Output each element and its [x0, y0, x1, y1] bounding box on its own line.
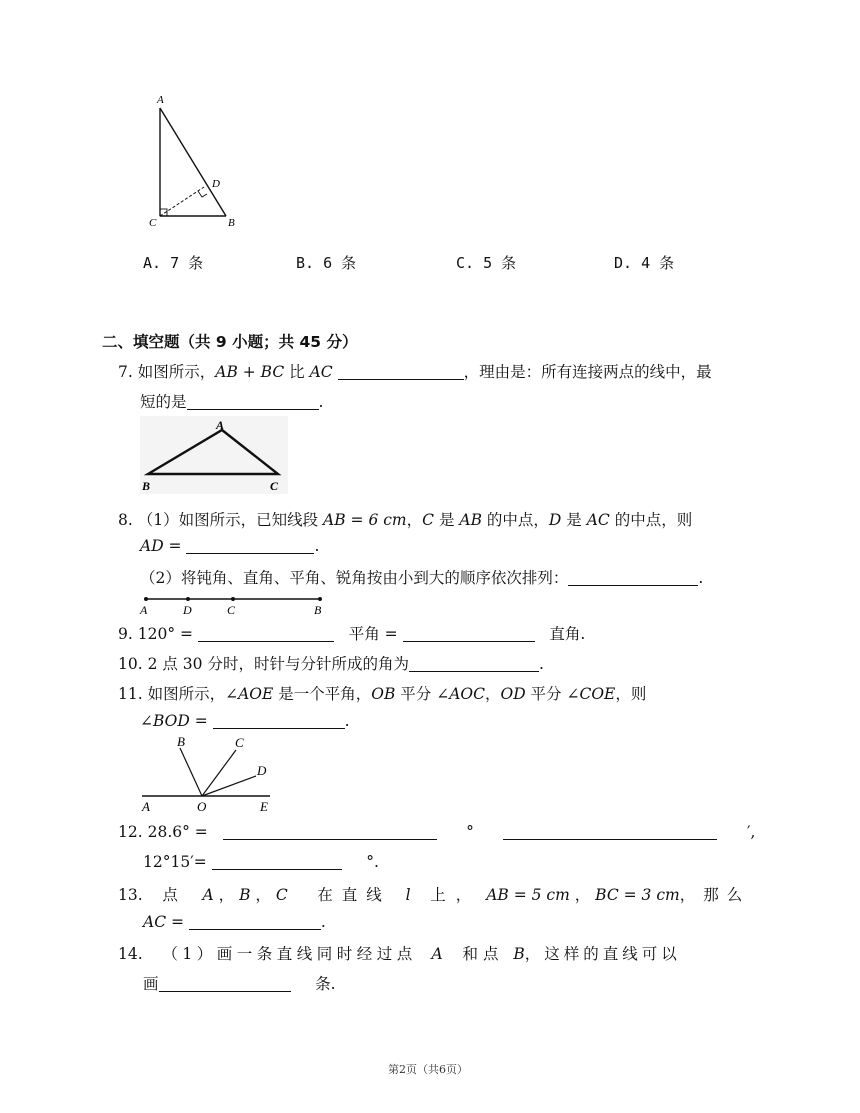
- q11-t6: ，则: [615, 685, 647, 703]
- q7-num: 7.: [118, 363, 133, 381]
- label-b: B: [228, 217, 235, 229]
- q12-blank1[interactable]: [223, 823, 437, 840]
- q11-label-e: E: [260, 799, 268, 814]
- q8-line3: [140, 566, 703, 588]
- option-c: C. 5 条: [456, 254, 517, 272]
- q7-math2: AC: [309, 363, 333, 381]
- q9-blank2[interactable]: [403, 625, 535, 642]
- q8-blank1[interactable]: [186, 537, 314, 554]
- q11-m5: ∠COE: [566, 685, 616, 703]
- q8-label-b: B: [314, 603, 322, 617]
- q11-blank[interactable]: [213, 712, 345, 729]
- q7-label-c: C: [270, 479, 279, 493]
- q7-label-a: A: [216, 418, 225, 432]
- q8-text: （1）如图所示，已知线段: [137, 511, 324, 529]
- q7-text2: 比: [284, 363, 310, 381]
- q13-line1: 13. 点 A ， B ， C 在直线 l 上， AB = 5 cm ， BC = 3 cm，那么: [118, 886, 751, 904]
- q11-math2: ∠BOD =: [140, 712, 208, 730]
- q8-num: 8.: [118, 511, 133, 529]
- q7-line2: [140, 390, 323, 412]
- q13-math2: AC =: [143, 913, 184, 931]
- q12-t2: °: [466, 823, 474, 841]
- section-title: 二、填空题（共 9 小题；共 45 分）: [102, 333, 358, 351]
- q14-line1: [118, 942, 681, 964]
- q13-t2: 在直线: [317, 886, 391, 904]
- q14-t4: 画: [143, 975, 159, 993]
- q12-blank2[interactable]: [503, 823, 717, 840]
- q8-segment-figure: [138, 591, 334, 617]
- q8-c: C: [422, 511, 435, 529]
- q7-text3: ，理由是：所有连接两点的线中，最: [463, 363, 712, 381]
- q14-t3: ，这样的直线可以: [524, 945, 681, 963]
- q8-blank2[interactable]: [568, 569, 698, 586]
- q13-t4: ，那么: [679, 886, 751, 904]
- q10-line: [118, 652, 544, 674]
- q8-label-c: C: [227, 603, 236, 617]
- q8-ab: AB: [459, 511, 482, 529]
- q10-num: 10.: [118, 655, 143, 673]
- q8-t7: .: [314, 537, 320, 555]
- q8-t3: 是: [434, 511, 460, 529]
- q9-num: 9.: [118, 625, 133, 643]
- q8-math2: AD =: [140, 537, 182, 555]
- q13-line2: [143, 913, 326, 931]
- q13-mb: B: [239, 886, 251, 904]
- q11-label-d: D: [257, 763, 267, 778]
- q14-t1: （1）画一条直线同时经过点: [162, 945, 417, 963]
- q14-ma: A: [431, 945, 443, 963]
- q13-mc: C: [275, 886, 288, 904]
- right-triangle-figure: [140, 88, 260, 233]
- q7-blank1[interactable]: [338, 363, 464, 380]
- option-b: B. 6 条: [296, 254, 357, 272]
- q13-t5: .: [320, 913, 326, 931]
- q10-t1: 2 点 30 分时，时针与分针所成的角为: [147, 655, 409, 673]
- q12-t3: ′,: [747, 823, 756, 841]
- q7-text: 如图所示，: [137, 363, 216, 381]
- q7-math: AB + BC: [215, 363, 285, 381]
- q7-triangle-figure: [140, 416, 288, 494]
- q11-label-c: C: [235, 735, 244, 750]
- q8-t6: 的中点，则: [609, 511, 693, 529]
- q8-math: AB = 6 cm: [323, 511, 407, 529]
- q13-t1: 点: [162, 886, 178, 904]
- q8-t5: 是: [561, 511, 587, 529]
- q9-t2: 平角 =: [348, 625, 398, 643]
- q11-line2: [140, 712, 350, 730]
- q13-mbc: BC = 3 cm: [595, 886, 680, 904]
- label-d: D: [212, 178, 220, 190]
- q7-text5: .: [318, 393, 324, 411]
- q11-m2: OB: [371, 685, 396, 703]
- q7-text4: 短的是: [140, 393, 187, 411]
- q11-label-b: B: [177, 734, 185, 749]
- q8-line1: [118, 508, 692, 530]
- q12-t1: 28.6° =: [147, 823, 208, 841]
- q10-t2: .: [538, 655, 544, 673]
- q9-blank1[interactable]: [198, 625, 334, 642]
- option-d: D. 4 条: [614, 254, 675, 272]
- q8-label-d: D: [183, 603, 192, 617]
- q8-t8: （2）将钝角、直角、平角、锐角按由小到大的顺序依次排列：: [140, 569, 569, 587]
- label-c: C: [149, 217, 157, 229]
- q14-t5: 条.: [315, 975, 336, 993]
- q7-blank2[interactable]: [187, 393, 319, 410]
- q9-t1: 120° =: [137, 625, 193, 643]
- q11-label-a: A: [142, 799, 150, 814]
- q11-m4: OD: [500, 685, 526, 703]
- q11-t2: 是一个平角，: [273, 685, 372, 703]
- q9-line: [118, 622, 585, 644]
- q11-t1: 如图所示，: [147, 685, 226, 703]
- q13-ml: l: [405, 886, 411, 904]
- q8-ac: AC: [586, 511, 610, 529]
- q11-t4: ，: [484, 685, 501, 703]
- q12-t5: °.: [366, 853, 379, 871]
- q8-t2: ，: [406, 511, 423, 529]
- q12-blank3[interactable]: [212, 853, 342, 870]
- q11-m1: ∠AOE: [225, 685, 274, 703]
- q7-line1: [118, 360, 712, 382]
- q11-num: 11.: [118, 685, 143, 703]
- label-a: A: [157, 94, 164, 106]
- q8-label-a: A: [140, 603, 148, 617]
- q11-m3: ∠AOC: [436, 685, 485, 703]
- q14-mb: B: [513, 945, 525, 963]
- q12-num: 12.: [118, 823, 143, 841]
- q14-num: 14.: [118, 945, 143, 963]
- page-footer: 第2页（共6页）: [388, 1063, 468, 1076]
- q13-t3: 上，: [430, 886, 482, 904]
- q11-t3: 平分: [395, 685, 437, 703]
- q11-line1: [118, 682, 646, 704]
- q14-line2: [143, 972, 336, 994]
- q13-num: 13.: [118, 886, 143, 904]
- q8-line2: [140, 537, 319, 555]
- option-a: A. 7 条: [143, 254, 204, 272]
- q12-line1: [118, 823, 755, 841]
- q8-t4: 的中点，: [481, 511, 549, 529]
- q10-blank[interactable]: [409, 655, 539, 672]
- q8-d: D: [548, 511, 562, 529]
- q13-mab: AB = 5 cm: [486, 886, 570, 904]
- q13-blank[interactable]: [189, 913, 321, 930]
- q13-ma: A: [202, 886, 214, 904]
- q12-line2: [143, 853, 379, 871]
- q7-label-b: B: [142, 479, 151, 493]
- q8-t9: .: [698, 569, 704, 587]
- q11-label-o: O: [197, 799, 207, 814]
- q11-t7: .: [344, 712, 350, 730]
- q9-t3: 直角.: [549, 625, 586, 643]
- q11-t5: 平分: [525, 685, 567, 703]
- q12-t4: 12°15′=: [143, 853, 207, 871]
- q14-blank[interactable]: [159, 975, 291, 992]
- q14-t2: 和点: [462, 945, 504, 963]
- q11-angle-figure: [138, 734, 280, 814]
